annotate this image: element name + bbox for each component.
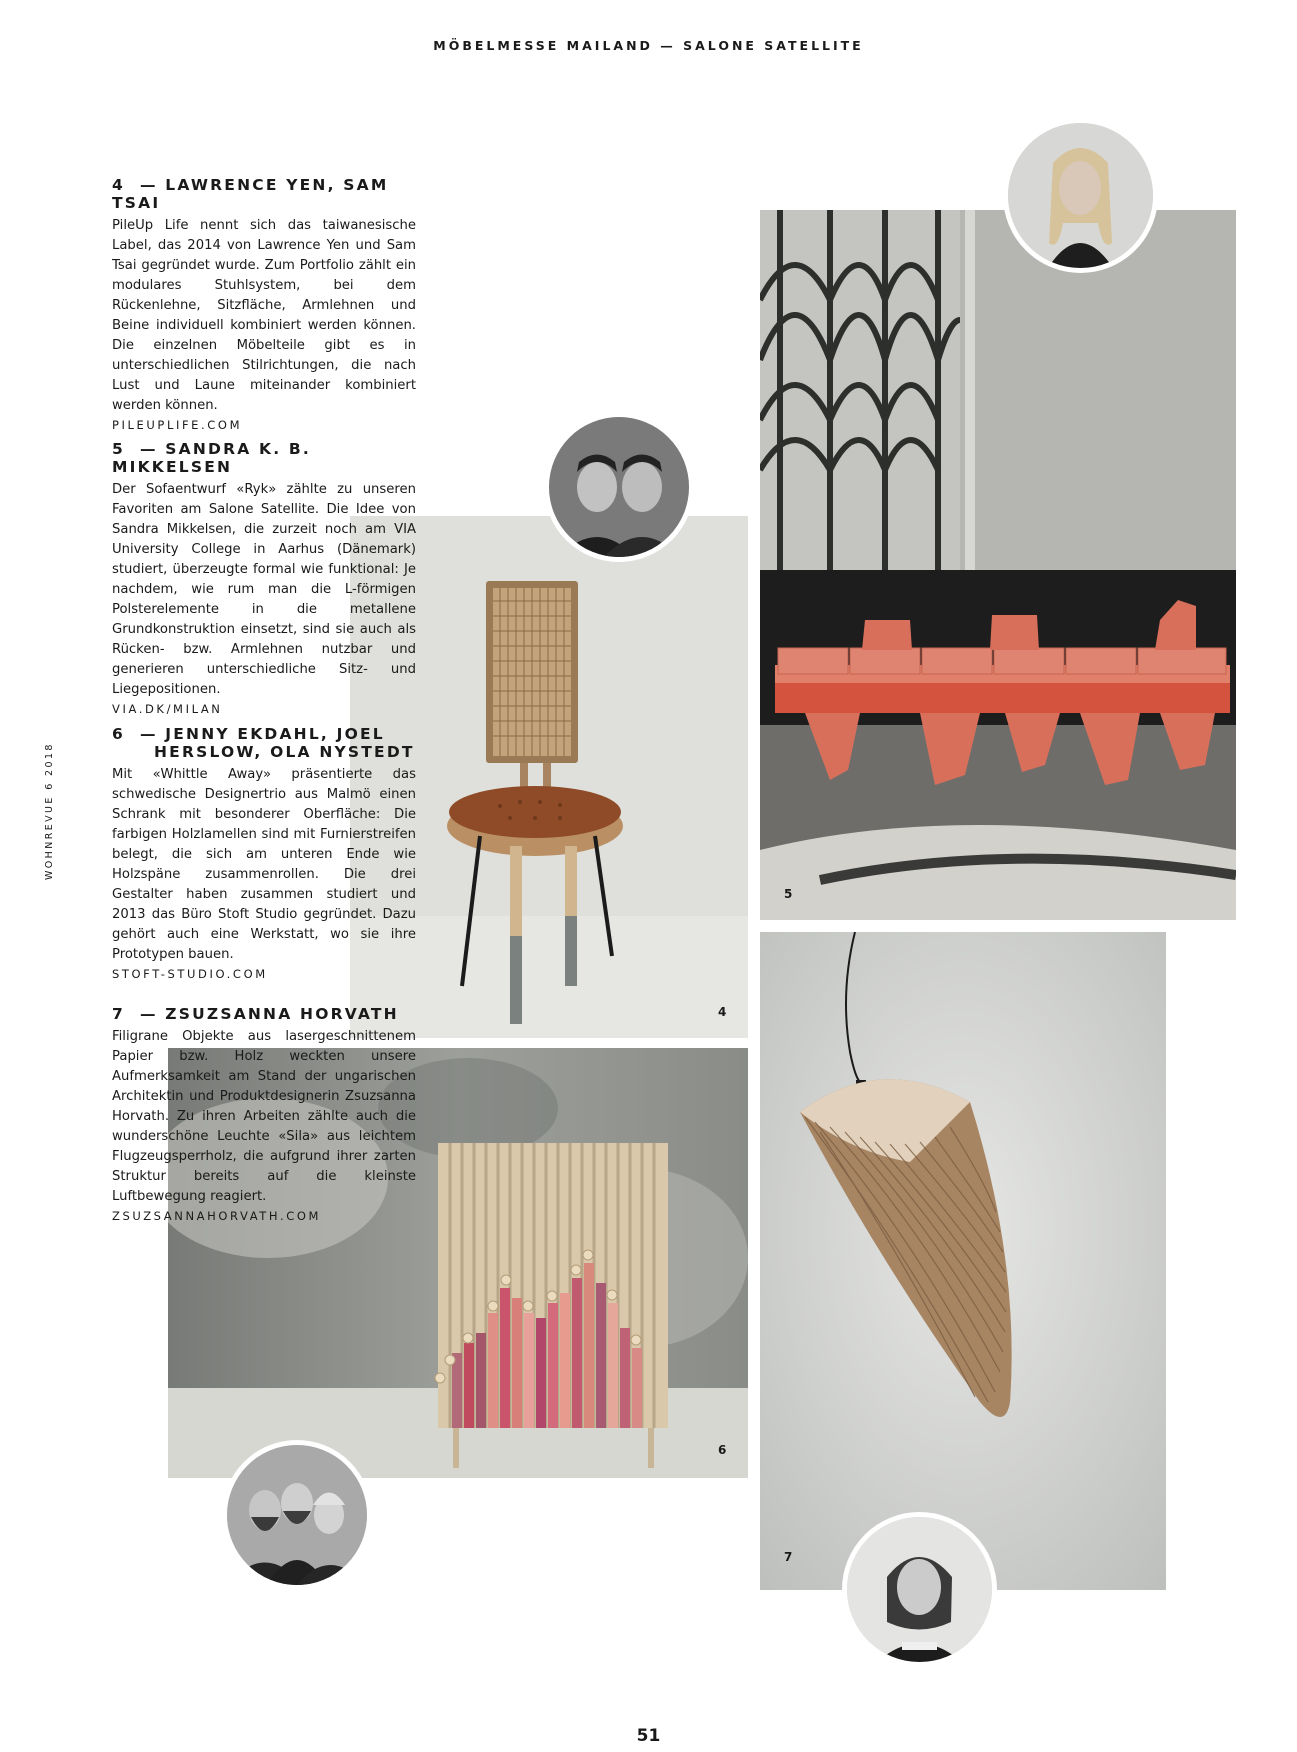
portrait-yen-tsai [544,412,694,562]
entry-5-name: SANDRA K. B. MIKKELSEN [112,440,312,476]
entry-6-name-line-1: JENNY EKDAHL, JOEL [165,725,385,743]
portrait-stoft-studio [222,1440,372,1590]
magazine-side-label: WOHNREVUE 6 2018 [44,742,55,880]
entry-6-url[interactable]: STOFT-STUDIO.COM [112,967,268,981]
lamp-photo [760,932,1166,1590]
entry-4-text: PileUp Life nennt sich das taiwanesische Label, das 2014 von Lawrence Yen und Sam Tsai gegründet wurde. Zum Portfolio zählt ein modulares Stuhlsystem, bei dem Rückenlehne, Sitzfläche, Armlehnen und Beine individuell kombiniert werden können. Die einzelnen Möbelteile gibt es in unterschiedlichen Stilrichtungen, die nach Lust und Laune miteinander kombiniert werden können. [112,218,416,413]
entry-7-name: ZSUZSANNA HORVATH [165,1005,399,1023]
entry-7-text: Filigrane Objekte aus lasergeschnittenem Papier bzw. Holz weckten unsere Aufmerksamkeit am Stand der ungarischen Architektin und Produktdesignerin Zsuzsanna Horvath. Zu ihren Arbeiten zählte auch die wunderschöne Leuchte «Sila» aus leichtem Flugzeugsperrholz, die aufgrund ihrer zarten Struktur bereits auf die kleinste Luftbewegung reagiert. [112,1029,416,1204]
running-header: MÖBELMESSE MAILAND — SALONE SATELLITE [433,38,864,53]
entry-7-number: 7 [112,1005,125,1023]
portrait-sandra-mikkelsen [1003,118,1158,273]
entry-4-name: LAWRENCE YEN, SAM TSAI [112,176,389,212]
entry-4 [112,176,416,432]
entry-6 [112,725,416,981]
caption-chair: 4 [718,1005,727,1019]
entry-7-heading: 7 — ZSUZSANNA HORVATH [112,1005,399,1023]
portrait-zsuzsanna-horvath [842,1512,997,1667]
entry-5 [112,440,416,716]
entry-7 [112,1005,416,1223]
entry-6-name-line-2: HERSLOW, OLA NYSTEDT [154,743,415,761]
entry-7-url[interactable]: ZSUZSANNAHORVATH.COM [112,1209,322,1223]
entry-6-heading: 6 — JENNY EKDAHL, JOEL HERSLOW, OLA NYSTEDT [112,725,415,761]
entry-6-text: Mit «Whittle Away» präsentierte das schwedische Designertrio aus Malmö einen Schrank mit besonderer Oberfläche: Die farbigen Holzlamellen sind mit Furnierstreifen belegt, die sich am unteren Ende wie Holzspäne zusammenrollen. Die drei Gestalter haben zusammen studiert und 2013 das Büro Stoft Studio gegründet. Dazu gehört auch eine Werkstatt, wo sie ihre Prototypen bauen. [112,767,416,962]
entry-6-number: 6 [112,725,125,743]
entry-5-text: Der Sofaentwurf «Ryk» zählte zu unseren Favoriten am Salone Satellite. Die Idee von Sandra Mikkelsen, die zurzeit noch am VIA University College in Aarhus (Dänemark) studiert, überzeugte formal wie funktional: Je nachdem, wie rum man die L-förmigen Polsterelemente in die metallene Grundkonstruktion einsetzt, sind sie auch als Rücken- bzw. Armlehnen nutzbar und generieren unterschiedliche Sitz- und Liegepositionen. [112,482,416,697]
entry-4-number: 4 [112,176,125,194]
caption-cabinet: 6 [718,1443,727,1457]
sofa-photo [760,210,1236,920]
caption-sofa: 5 [784,887,793,901]
caption-lamp: 7 [784,1550,793,1564]
entry-5-url[interactable]: VIA.DK/MILAN [112,702,223,716]
entry-5-number: 5 [112,440,125,458]
entry-5-heading: 5 — SANDRA K. B. MIKKELSEN [112,440,312,476]
page-number: 51 [636,1726,661,1746]
entry-4-url[interactable]: PILEUPLIFE.COM [112,418,243,432]
entry-4-heading: 4 — LAWRENCE YEN, SAM TSAI [112,176,389,212]
